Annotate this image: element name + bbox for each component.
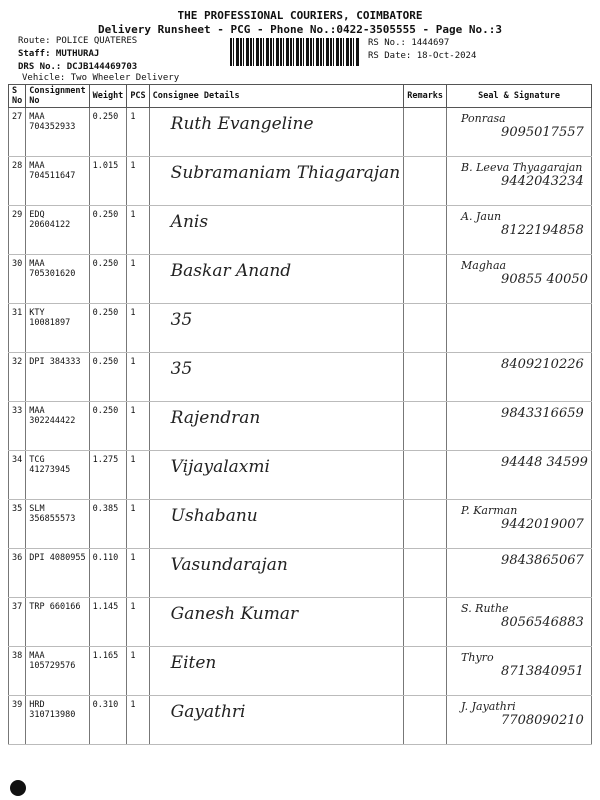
table-row [9, 108, 592, 157]
cell-sno-text: 30 [12, 259, 23, 269]
cell-pcs [127, 402, 149, 451]
cell-consignment-no-text: MAA 704352933 [29, 112, 76, 132]
cell-weight-text: 0.250 [92, 210, 119, 220]
signature: Ponrasa [461, 112, 506, 125]
cell-sno [9, 108, 26, 157]
cell-pcs-text: 1 [130, 210, 136, 220]
cell-consignee-details-text: Ushabanu [170, 506, 258, 526]
cell-weight-text: 1.275 [92, 455, 119, 465]
signature-phone: 9843865067 [501, 553, 584, 568]
cell-consignee-details [149, 157, 404, 206]
runsheet-table [8, 84, 592, 745]
cell-remarks [404, 549, 447, 598]
cell-pcs [127, 206, 149, 255]
cell-pcs-text: 1 [130, 112, 136, 122]
cell-weight [89, 206, 127, 255]
table-row [9, 206, 592, 255]
cell-remarks [404, 451, 447, 500]
cell-consignment-no [26, 108, 89, 157]
cell-sno [9, 255, 26, 304]
cell-consignee-details [149, 206, 404, 255]
cell-consignee-details [149, 304, 404, 353]
runsheet-subtitle: Delivery Runsheet - PCG - Phone No.:0422-3505555 - Page No.:3 [98, 23, 502, 36]
cell-consignee-details-text: Eiten [170, 653, 217, 673]
cell-consignee-details [149, 500, 404, 549]
cell-consignee-details-text: Subramaniam Thiagarajan [170, 163, 401, 183]
cell-sno [9, 206, 26, 255]
cell-remarks [404, 500, 447, 549]
cell-weight-text: 0.250 [92, 308, 119, 318]
cell-weight [89, 304, 127, 353]
cell-consignment-no [26, 647, 89, 696]
cell-weight-text: 0.250 [92, 112, 119, 122]
cell-consignee-details-text: Gayathri [170, 702, 246, 722]
cell-consignee-details-text: Ganesh Kumar [170, 604, 299, 624]
cell-sno [9, 402, 26, 451]
cell-sno-text: 36 [12, 553, 23, 563]
cell-sno [9, 549, 26, 598]
cell-weight-text: 0.250 [92, 406, 119, 416]
cell-seal-signature [447, 255, 592, 304]
signature: B. Leeva Thyagarajan [461, 161, 583, 174]
cell-weight-text: 1.145 [92, 602, 119, 612]
signature-phone: 94448 34599 [501, 455, 588, 470]
staff-label: Staff: MUTHURAJ [18, 49, 100, 59]
cell-consignment-no-text: MAA 705301620 [29, 259, 76, 279]
cell-pcs-text: 1 [130, 602, 136, 612]
rs-number: RS No.: 1444697 [368, 38, 450, 48]
cell-remarks [404, 402, 447, 451]
cell-weight-text: 0.250 [92, 357, 119, 367]
vehicle-label: Vehicle: Two Wheeler Delivery [22, 73, 180, 83]
table-row [9, 402, 592, 451]
cell-seal-signature [447, 206, 592, 255]
cell-consignment-no-text: TRP 660166 [29, 602, 81, 612]
cell-sno-text: 38 [12, 651, 23, 661]
cell-remarks [404, 647, 447, 696]
cell-sno-text: 34 [12, 455, 23, 465]
cell-seal-signature [447, 598, 592, 647]
cell-weight [89, 451, 127, 500]
cell-consignee-details-text: Vijayalaxmi [170, 457, 270, 477]
cell-pcs-text: 1 [130, 651, 136, 661]
cell-consignment-no [26, 451, 89, 500]
cell-consignment-no-text: KTY 10081897 [29, 308, 71, 328]
cell-consignment-no-text: HRD 310713980 [29, 700, 76, 720]
signature: J. Jayathri [461, 700, 516, 713]
cell-weight-text: 0.385 [92, 504, 119, 514]
cell-weight [89, 500, 127, 549]
cell-remarks [404, 598, 447, 647]
cell-pcs-text: 1 [130, 357, 136, 367]
cell-weight [89, 598, 127, 647]
cell-pcs-text: 1 [130, 504, 136, 514]
cell-seal-signature [447, 500, 592, 549]
cell-pcs [127, 500, 149, 549]
cell-pcs-text: 1 [130, 406, 136, 416]
cell-seal-signature [447, 108, 592, 157]
signature-phone: 8713840951 [501, 664, 584, 679]
cell-pcs [127, 255, 149, 304]
col-weight: Weight [89, 85, 127, 108]
barcode [230, 38, 360, 66]
cell-sno-text: 29 [12, 210, 23, 220]
route-label: Route: POLICE QUATERES [18, 36, 138, 46]
signature: Maghaa [461, 259, 507, 272]
col-signature: Seal & Signature [447, 85, 592, 108]
cell-consignee-details-text: 35 [170, 310, 193, 330]
cell-sno-text: 39 [12, 700, 23, 710]
signature-phone: 9442043234 [501, 174, 584, 189]
signature-phone: 9095017557 [501, 125, 584, 140]
signature: P. Karman [461, 504, 518, 517]
cell-consignment-no [26, 206, 89, 255]
cell-pcs-text: 1 [130, 308, 136, 318]
cell-weight [89, 402, 127, 451]
signature: A. Jaun [461, 210, 502, 223]
cell-pcs-text: 1 [130, 259, 136, 269]
cell-remarks [404, 696, 447, 745]
cell-pcs-text: 1 [130, 700, 136, 710]
cell-consignee-details [149, 353, 404, 402]
cell-sno-text: 37 [12, 602, 23, 612]
cell-consignee-details-text: Ruth Evangeline [170, 114, 314, 134]
cell-weight [89, 157, 127, 206]
table-row [9, 451, 592, 500]
cell-remarks [404, 206, 447, 255]
cell-pcs [127, 549, 149, 598]
cell-sno-text: 28 [12, 161, 23, 171]
cell-consignment-no-text: MAA 302244422 [29, 406, 76, 426]
cell-seal-signature [447, 304, 592, 353]
cell-consignment-no-text: TCG 41273945 [29, 455, 71, 475]
cell-sno [9, 647, 26, 696]
cell-consignee-details [149, 451, 404, 500]
cell-weight-text: 0.250 [92, 259, 119, 269]
table-row [9, 549, 592, 598]
cell-consignment-no-text: DPI 384333 [29, 357, 81, 367]
cell-pcs [127, 696, 149, 745]
cell-consignee-details [149, 696, 404, 745]
cell-consignment-no-text: SLM 356855573 [29, 504, 76, 524]
cell-weight-text: 0.110 [92, 553, 119, 563]
cell-sno-text: 31 [12, 308, 23, 318]
cell-remarks [404, 108, 447, 157]
cell-consignee-details-text: Vasundarajan [170, 555, 288, 575]
cell-remarks [404, 255, 447, 304]
cell-consignment-no-text: DPI 4080955 [29, 553, 86, 563]
cell-pcs [127, 451, 149, 500]
table-header-row [9, 85, 592, 108]
cell-pcs [127, 353, 149, 402]
table-row [9, 255, 592, 304]
cell-weight-text: 1.165 [92, 651, 119, 661]
cell-consignment-no [26, 598, 89, 647]
cell-pcs-text: 1 [130, 455, 136, 465]
table-row [9, 598, 592, 647]
col-consignment: Consignment No [26, 85, 89, 108]
cell-weight [89, 696, 127, 745]
cell-sno [9, 696, 26, 745]
cell-seal-signature [447, 549, 592, 598]
cell-weight [89, 108, 127, 157]
cell-pcs [127, 108, 149, 157]
cell-consignee-details [149, 255, 404, 304]
cell-weight [89, 255, 127, 304]
cell-sno [9, 304, 26, 353]
signature-phone: 8056546883 [501, 615, 584, 630]
cell-consignee-details-text: Anis [170, 212, 209, 232]
signature: S. Ruthe [461, 602, 509, 615]
rs-date: RS Date: 18-Oct-2024 [368, 51, 477, 61]
cell-consignment-no [26, 255, 89, 304]
cell-consignee-details-text: Baskar Anand [170, 261, 292, 281]
cell-consignee-details [149, 598, 404, 647]
cell-seal-signature [447, 647, 592, 696]
cell-consignee-details [149, 549, 404, 598]
cell-sno-text: 27 [12, 112, 23, 122]
signature-phone: 9442019007 [501, 517, 584, 532]
cell-sno-text: 35 [12, 504, 23, 514]
cell-pcs-text: 1 [130, 553, 136, 563]
cell-sno-text: 33 [12, 406, 23, 416]
table-row [9, 304, 592, 353]
col-consignee: Consignee Details [149, 85, 404, 108]
cell-consignee-details [149, 402, 404, 451]
col-pcs: PCS [127, 85, 149, 108]
cell-consignment-no [26, 157, 89, 206]
cell-seal-signature [447, 696, 592, 745]
signature: Thyro [461, 651, 494, 664]
signature-phone: 8122194858 [501, 223, 584, 238]
cell-remarks [404, 157, 447, 206]
cell-pcs [127, 157, 149, 206]
cell-consignment-no [26, 696, 89, 745]
table-row [9, 500, 592, 549]
cell-consignment-no [26, 500, 89, 549]
signature-phone: 7708090210 [501, 713, 584, 728]
cell-consignment-no [26, 549, 89, 598]
cell-remarks [404, 304, 447, 353]
drs-label: DRS No.: DCJB144469703 [18, 62, 138, 72]
cell-seal-signature [447, 402, 592, 451]
cell-sno [9, 598, 26, 647]
signature-phone: 8409210226 [501, 357, 584, 372]
cell-consignment-no [26, 402, 89, 451]
cell-seal-signature [447, 353, 592, 402]
cell-consignment-no-text: EDQ 20604122 [29, 210, 71, 230]
cell-consignee-details [149, 108, 404, 157]
col-remarks: Remarks [404, 85, 447, 108]
cell-consignment-no-text: MAA 105729576 [29, 651, 76, 671]
signature-phone: 9843316659 [501, 406, 584, 421]
cell-sno [9, 353, 26, 402]
cell-weight [89, 549, 127, 598]
cell-weight-text: 0.310 [92, 700, 119, 710]
table-row [9, 696, 592, 745]
cell-pcs [127, 647, 149, 696]
cell-sno [9, 500, 26, 549]
signature-phone: 90855 40050 [501, 272, 588, 287]
table-row [9, 353, 592, 402]
col-sno: S No [9, 85, 26, 108]
cell-consignment-no [26, 304, 89, 353]
page-dot [10, 780, 26, 796]
cell-pcs [127, 304, 149, 353]
cell-consignment-no-text: MAA 704511647 [29, 161, 76, 181]
cell-pcs-text: 1 [130, 161, 136, 171]
cell-seal-signature [447, 451, 592, 500]
cell-remarks [404, 353, 447, 402]
cell-sno [9, 157, 26, 206]
cell-pcs [127, 598, 149, 647]
table-row [9, 647, 592, 696]
cell-weight-text: 1.015 [92, 161, 119, 171]
cell-seal-signature [447, 157, 592, 206]
cell-weight [89, 353, 127, 402]
cell-sno-text: 32 [12, 357, 23, 367]
cell-weight [89, 647, 127, 696]
company-title: THE PROFESSIONAL COURIERS, COIMBATORE [177, 9, 423, 22]
cell-consignee-details [149, 647, 404, 696]
cell-sno [9, 451, 26, 500]
cell-consignee-details-text: Rajendran [170, 408, 261, 428]
cell-consignee-details-text: 35 [170, 359, 193, 379]
table-row [9, 157, 592, 206]
cell-consignment-no [26, 353, 89, 402]
